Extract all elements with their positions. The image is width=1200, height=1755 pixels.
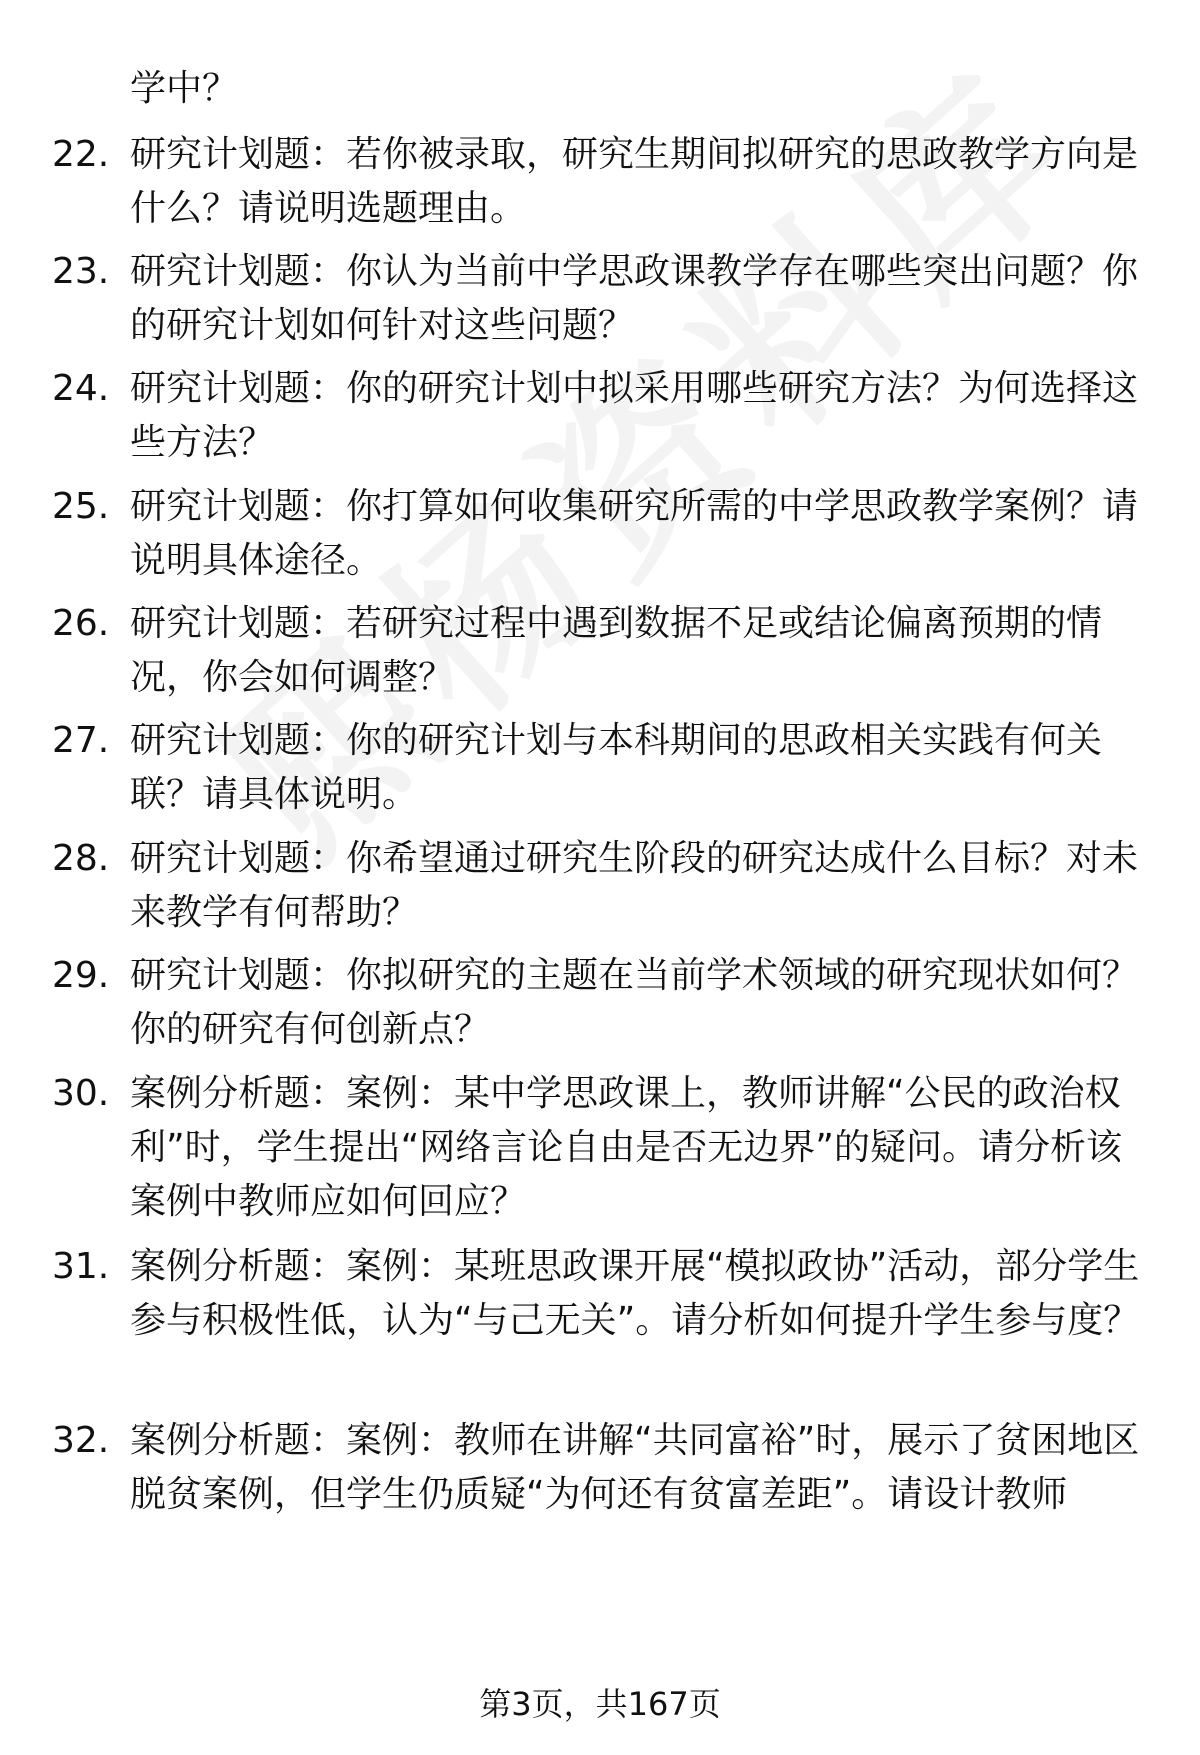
- page-footer: 第3页，共167页: [479, 1685, 721, 1723]
- question-text: 案例分析题：案例：某班思政课开展“模拟政协”活动，部分学生参与积极性低，认为“与己无关”。请分析如何提升学生参与度？: [130, 1246, 1140, 1341]
- question-number: 23.: [52, 251, 110, 292]
- question-text: 研究计划题：你的研究计划中拟采用哪些研究方法？为何选择这些方法？: [130, 368, 1139, 463]
- question-number: 26.: [52, 603, 110, 644]
- question-number: 28.: [52, 838, 110, 879]
- question-text: 研究计划题：你认为当前中学思政课教学存在哪些突出问题？你的研究计划如何针对这些问题？: [130, 251, 1139, 346]
- question-text: 研究计划题：你打算如何收集研究所需的中学思政教学案例？请说明具体途径。: [130, 486, 1139, 581]
- question-text: 研究计划题：若你被录取，研究生期间拟研究的思政教学方向是什么？请说明选题理由。: [130, 134, 1139, 229]
- question-text: 研究计划题：你拟研究的主题在当前学术领域的研究现状如何？你的研究有何创新点？: [130, 955, 1139, 1050]
- question-text: 案例分析题：案例：教师在讲解“共同富裕”时，展示了贫困地区脱贫案例，但学生仍质疑“为何还有贫富差距”。请设计教师: [130, 1420, 1140, 1515]
- question-text: 研究计划题：若研究过程中遇到数据不足或结论偏离预期的情况，你会如何调整？: [130, 603, 1103, 698]
- question-number: 24.: [52, 368, 110, 409]
- question-text: 研究计划题：你的研究计划与本科期间的思政相关实践有何关联？请具体说明。: [130, 720, 1103, 815]
- question-number: 29.: [52, 955, 110, 996]
- question-number: 32.: [52, 1420, 110, 1461]
- question-text: 案例分析题：案例：某中学思政课上，教师讲解“公民的政治权利”时，学生提出“网络言论自由是否无边界”的疑问。请分析该案例中教师应如何回应？: [130, 1073, 1122, 1222]
- question-number: 27.: [52, 720, 110, 761]
- question-number: 30.: [52, 1073, 110, 1114]
- question-number: 31.: [52, 1246, 110, 1287]
- continuation-text: 学中？: [130, 68, 239, 109]
- question-text: 研究计划题：你希望通过研究生阶段的研究达成什么目标？对未来教学有何帮助？: [130, 838, 1139, 933]
- question-number: 22.: [52, 134, 110, 175]
- question-number: 25.: [52, 486, 110, 527]
